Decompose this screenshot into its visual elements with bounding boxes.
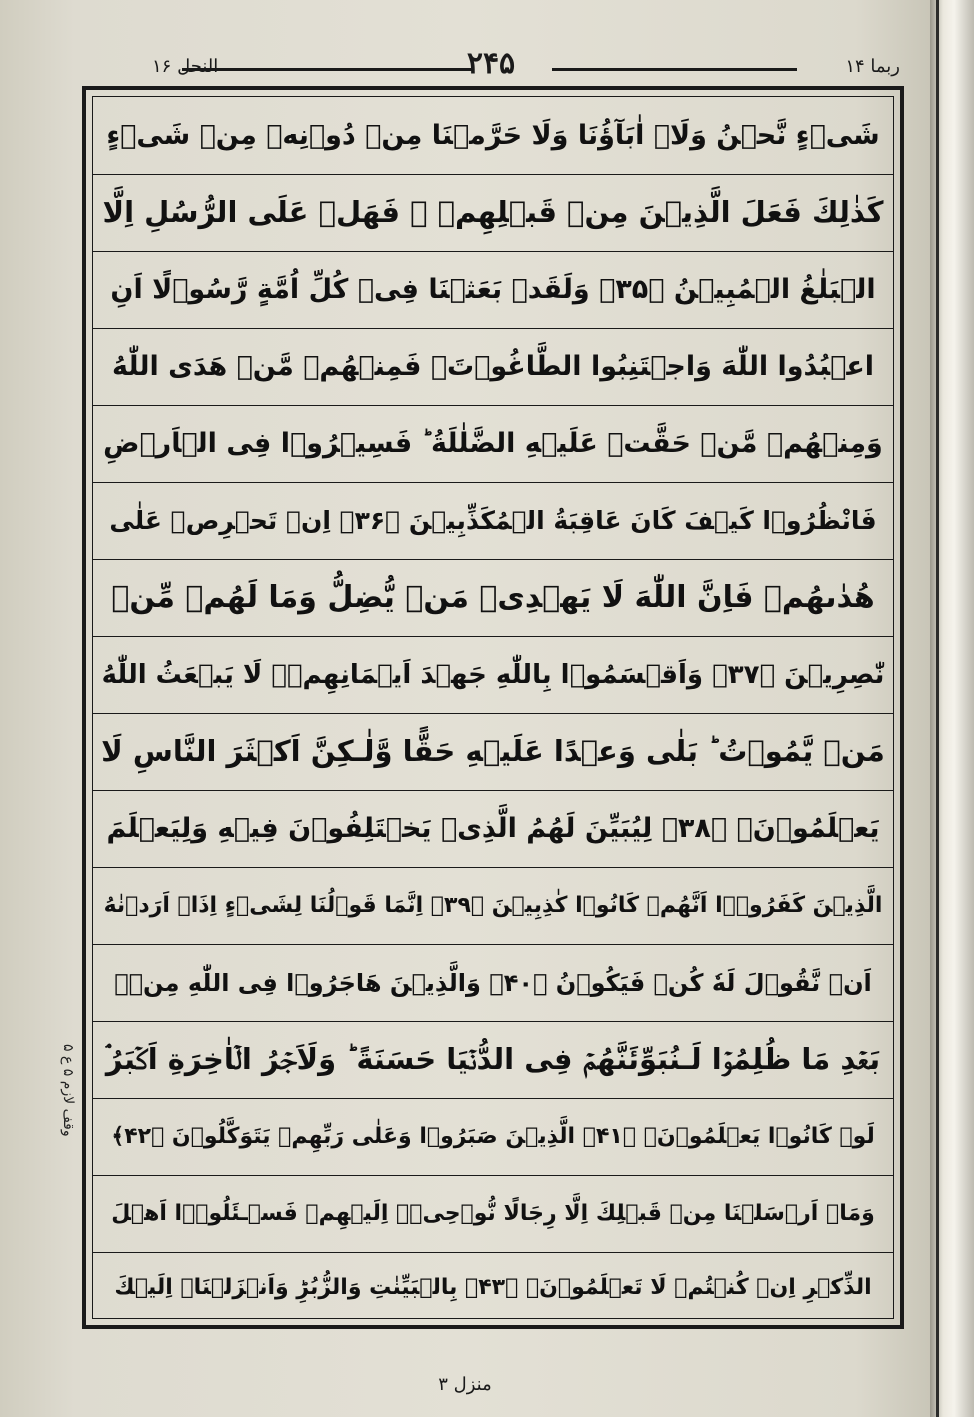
text-line: وَمَاۤ اَرۡسَلۡنَا مِنۡ قَبۡلِكَ اِلَّا رِجَالًا نُّوۡحِىۡۤ اِلَيۡهِمۡ‌ فَسۡـئَلُوۡۤا اَهۡلَ [93,1175,893,1253]
text-line: هُدٰٮهُمۡ فَاِنَّ اللّٰهَ لَا يَهۡدِىۡ مَنۡ يُّضِلُّ‌ وَمَا لَهُمۡ مِّنۡ [93,559,893,637]
page-footer: منزل ۳ [438,1374,492,1395]
page-number: ۲۴۵ [466,46,516,81]
text-line: كَذٰلِكَ فَعَلَ الَّذِيۡنَ مِنۡ قَبۡلِهِمۡ‌ ۚ فَهَلۡ عَلَى الرُّسُلِ اِلَّا [93,174,893,252]
margin-note: وقف لازم ۵ ع ۵ [60,1043,76,1137]
text-line: الۡبَلٰغُ الۡمُبِيۡنُ ﴿۳۵﴾ وَلَقَدۡ بَعَثۡنَا فِىۡ كُلِّ اُمَّةٍ رَّسُوۡلًا اَنِ [93,251,893,329]
text-line: وَمِنۡهُمۡ مَّنۡ حَقَّتۡ عَلَيۡهِ الضَّلٰلَةُ‌ ؕ فَسِيۡرُوۡا فِى الۡاَرۡضِ [93,405,893,483]
text-line: الذِّكۡرِ اِنۡ كُنۡتُمۡ لَا تَعۡلَمُوۡنَۙ ﴿۴۳﴾ بِالۡبَيِّنٰتِ وَالزُّبُرِ‌ؕ وَاَنۡزَلۡنَاۤ اِلَيۡكَ [114,1275,872,1300]
text-line: الَّذِيۡنَ كَفَرُوۡۤا اَنَّهُمۡ كَانُوۡا كٰذِبِيۡنَ ﴿۳۹﴾ اِنَّمَا قَوۡلُنَا لِشَىۡءٍ اِذَاۤ اَرَدۡنٰهُ [93,867,893,945]
juz-label: ربما ۱۴ [845,56,900,77]
text-frame [82,86,904,1329]
text-line: لَوۡ كَانُوۡا يَعۡلَمُوۡنَۙ ﴿۴۱﴾ الَّذِيۡنَ صَبَرُوۡا وَعَلٰى رَبِّهِمۡ يَتَوَكَّلُوۡنَ ﴿۴۲﴾ [93,1098,893,1176]
header-rule-right [552,68,797,71]
text-line: اعۡبُدُوا اللّٰهَ وَاجۡتَنِبُوا الطَّاغُوۡتَ‌ۚ فَمِنۡهُمۡ مَّنۡ هَدَى اللّٰهُ [93,328,893,406]
text-line: نّٰصِرِيۡنَ ﴿۳۷﴾ وَاَقۡسَمُوۡا بِاللّٰهِ جَهۡدَ اَيۡمَانِهِمۡ‌ۙ لَا يَبۡعَثُ اللّٰهُ [93,636,893,714]
surah-label: النحل ۱۶ [152,56,219,77]
page-header [82,46,900,86]
text-line: شَىۡءٍ نَّحۡنُ وَلَاۤ اٰبَآؤُنَا وَلَا حَرَّمۡنَا مِنۡ دُوۡنِهٖ مِنۡ شَىۡءٍ [93,97,893,175]
text-line: بَعۡدِ مَا ظُلِمُوۡا لَـنُبَوِّئَنَّهُمۡ فِى الدُّنۡيَا حَسَنَةً‌ ؕ وَلَاَجۡرُ الۡاٰخِرَةِ اَكۡبَرُ‌ۘ [93,1021,893,1099]
text-line: مَنۡ يَّمُوۡتُ‌ ؕ بَلٰى وَعۡدًا عَلَيۡهِ حَقًّا وَّلٰـكِنَّ اَكۡثَرَ النَّاسِ لَا [93,713,893,791]
header-rule-left [182,68,472,71]
text-line: فَانْظُرُوۡا كَيۡفَ كَانَ عَاقِبَةُ الۡمُكَذِّبِيۡنَ ﴿۳۶﴾ اِنۡ تَحۡرِصۡ عَلٰى [93,482,893,560]
text-lines-container [92,96,894,1319]
binding-edge-line [936,0,939,1417]
text-line: يَعۡلَمُوۡنَۙ ﴿۳۸﴾ لِيُبَيِّنَ لَهُمُ الَّذِىۡ يَخۡتَلِفُوۡنَ فِيۡهِ وَلِيَعۡلَمَ [93,790,893,868]
text-line: اَنۡ نَّقُوۡلَ لَهٗ كُنۡ فَيَكُوۡنُ ﴿۴۰﴾ وَالَّذِيۡنَ هَاجَرُوۡا فِى اللّٰهِ مِنۡۢ [93,944,893,1022]
